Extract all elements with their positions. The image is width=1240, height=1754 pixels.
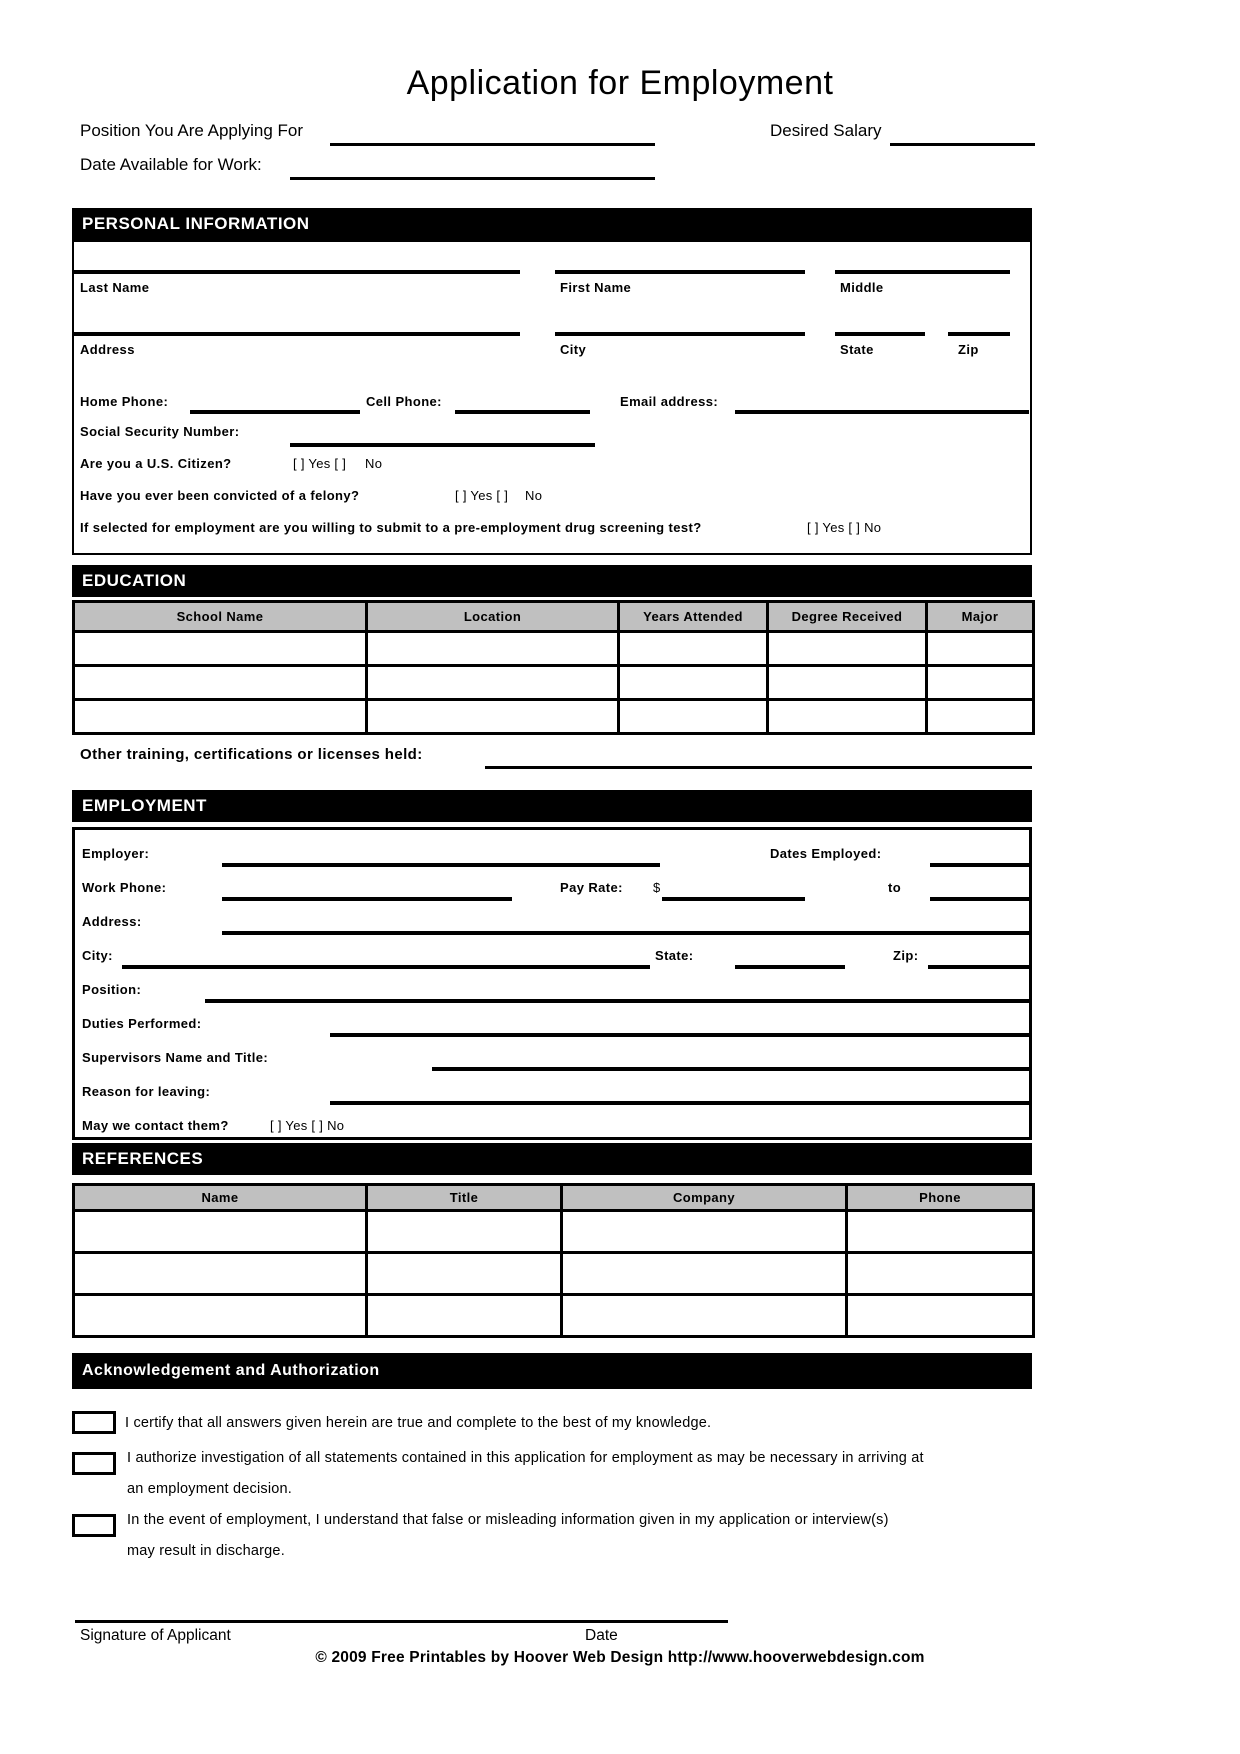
employer-city-label: City: [82,948,113,963]
supervisor-name-label: Supervisors Name and Title: [82,1050,269,1065]
duties-performed-label: Duties Performed: [82,1016,202,1031]
education-cell[interactable] [619,632,768,666]
references-row [74,1253,1034,1295]
position-held-input-line[interactable] [205,999,1029,1003]
drug-test-question: If selected for employment are you willing to submit to a pre-employment drug screening test? [80,520,702,535]
desired-salary-input-line[interactable] [890,143,1035,146]
dates-employed-label: Dates Employed: [770,846,882,861]
city-input-line[interactable] [555,332,805,336]
education-cell[interactable] [927,666,1034,700]
date-available-input-line[interactable] [290,177,655,180]
ssn-label: Social Security Number: [80,424,240,439]
address-input-line[interactable] [72,332,520,336]
references-cell[interactable] [847,1253,1034,1295]
duties-performed-input-line[interactable] [330,1033,1029,1037]
education-cell[interactable] [619,666,768,700]
employment-box [72,827,1032,1140]
employer-zip-input-line[interactable] [928,965,1029,969]
references-row [74,1295,1034,1337]
desired-salary-label: Desired Salary [770,121,882,140]
citizen-yes-checkbox-text[interactable]: [ ] Yes [ ] [293,456,347,471]
references-cell[interactable] [74,1211,367,1253]
reason-for-leaving-input-line[interactable] [330,1101,1029,1105]
education-col-years-attended: Years Attended [619,602,768,632]
personal-information-header: PERSONAL INFORMATION [72,208,1032,240]
false-information-checkbox[interactable] [72,1514,116,1537]
references-col-company: Company [562,1185,847,1211]
first-name-label: First Name [560,280,632,295]
dollar-sign: $ [653,880,661,895]
acknowledgement-header: Acknowledgement and Authorization [72,1353,1032,1389]
date-available-label: Date Available for Work: [80,155,262,174]
employer-address-input-line[interactable] [222,931,1029,935]
city-label: City [560,342,587,357]
ssn-input-line[interactable] [290,443,595,447]
felony-no-option[interactable]: No [525,488,543,503]
education-cell[interactable] [367,632,619,666]
pay-rate-label: Pay Rate: [560,880,623,895]
pay-rate-to-label: to [888,880,902,895]
employer-input-line[interactable] [222,863,660,867]
cell-phone-label: Cell Phone: [366,394,442,409]
employer-state-input-line[interactable] [735,965,845,969]
middle-name-label: Middle [840,280,884,295]
false-information-statement: In the event of employment, I understand that false or misleading information given in my application or interview(s) may result in discharge. [127,1512,889,1559]
education-cell[interactable] [768,700,927,734]
citizen-no-option[interactable]: No [365,456,383,471]
education-col-major: Major [927,602,1034,632]
references-col-name: Name [74,1185,367,1211]
cell-phone-input-line[interactable] [455,410,590,414]
zip-label: Zip [958,342,979,357]
references-row [74,1211,1034,1253]
references-table [72,1183,1035,1338]
other-training-input-line[interactable] [485,766,1032,769]
authorize-investigation-checkbox[interactable] [72,1452,116,1475]
employer-state-label: State: [655,948,694,963]
citizen-question: Are you a U.S. Citizen? [80,456,232,471]
supervisor-name-input-line[interactable] [432,1067,1029,1071]
felony-question: Have you ever been convicted of a felony? [80,488,360,503]
references-cell[interactable] [562,1253,847,1295]
home-phone-label: Home Phone: [80,394,169,409]
education-cell[interactable] [74,632,367,666]
employment-header: EMPLOYMENT [72,790,1032,822]
education-row [74,666,1034,700]
references-cell[interactable] [367,1253,562,1295]
page-title: Application for Employment [406,64,834,102]
references-cell[interactable] [562,1295,847,1337]
education-cell[interactable] [367,700,619,734]
references-cell[interactable] [74,1253,367,1295]
references-cell[interactable] [847,1211,1034,1253]
education-cell[interactable] [927,700,1034,734]
first-name-input-line[interactable] [555,270,805,274]
state-input-line[interactable] [835,332,925,336]
education-cell[interactable] [619,700,768,734]
references-cell[interactable] [562,1211,847,1253]
state-label: State [840,342,874,357]
position-applying-label: Position You Are Applying For [80,121,304,140]
may-we-contact-yes-no-options[interactable]: [ ] Yes [ ] No [270,1118,345,1133]
education-col-location: Location [367,602,619,632]
drug-test-yes-no-options[interactable]: [ ] Yes [ ] No [807,520,882,535]
education-cell[interactable] [74,666,367,700]
education-row [74,632,1034,666]
employer-label: Employer: [82,846,150,861]
education-cell[interactable] [367,666,619,700]
education-cell[interactable] [74,700,367,734]
references-cell[interactable] [847,1295,1034,1337]
email-input-line[interactable] [735,410,1029,414]
employer-city-input-line[interactable] [122,965,650,969]
references-col-phone: Phone [847,1185,1034,1211]
other-training-label: Other training, certifications or licenses held: [80,746,423,763]
references-cell[interactable] [367,1211,562,1253]
references-cell[interactable] [367,1295,562,1337]
education-col-school-name: School Name [74,602,367,632]
education-col-degree-received: Degree Received [768,602,927,632]
copyright-notice: © 2009 Free Printables by Hoover Web Design http://www.hooverwebdesign.com [315,1649,925,1666]
education-cell[interactable] [927,632,1034,666]
references-header: REFERENCES [72,1143,1032,1175]
home-phone-input-line[interactable] [190,410,360,414]
certify-statement: I certify that all answers given herein are true and complete to the best of my knowledge. [125,1415,712,1431]
middle-name-input-line[interactable] [835,270,1010,274]
reason-for-leaving-label: Reason for leaving: [82,1084,211,1099]
signature-input-line[interactable] [75,1620,728,1623]
dates-employed-to-input-line[interactable] [930,897,1029,901]
signature-label: Signature of Applicant [80,1627,231,1644]
employer-zip-label: Zip: [893,948,919,963]
references-cell[interactable] [74,1295,367,1337]
employer-address-label: Address: [82,914,142,929]
date-label: Date [585,1627,618,1644]
work-phone-input-line[interactable] [222,897,512,901]
address-label: Address [80,342,135,357]
position-applying-input-line[interactable] [330,143,655,146]
zip-input-line[interactable] [948,332,1010,336]
education-header: EDUCATION [72,565,1032,597]
felony-yes-checkbox-text[interactable]: [ ] Yes [ ] [455,488,509,503]
last-name-input-line[interactable] [72,270,520,274]
education-cell[interactable] [768,666,927,700]
position-held-label: Position: [82,982,142,997]
education-cell[interactable] [768,632,927,666]
personal-information-box [72,240,1032,555]
pay-rate-input-line[interactable] [662,897,805,901]
dates-employed-from-input-line[interactable] [930,863,1029,867]
work-phone-label: Work Phone: [82,880,167,895]
may-we-contact-question: May we contact them? [82,1118,229,1133]
certify-checkbox[interactable] [72,1411,116,1434]
email-label: Email address: [620,394,719,409]
education-table [72,600,1035,735]
education-row [74,700,1034,734]
authorize-investigation-statement: I authorize investigation of all statements contained in this application for employment as may be necessary in arriving at an employment decision. [127,1450,924,1497]
last-name-label: Last Name [80,280,150,295]
references-col-title: Title [367,1185,562,1211]
